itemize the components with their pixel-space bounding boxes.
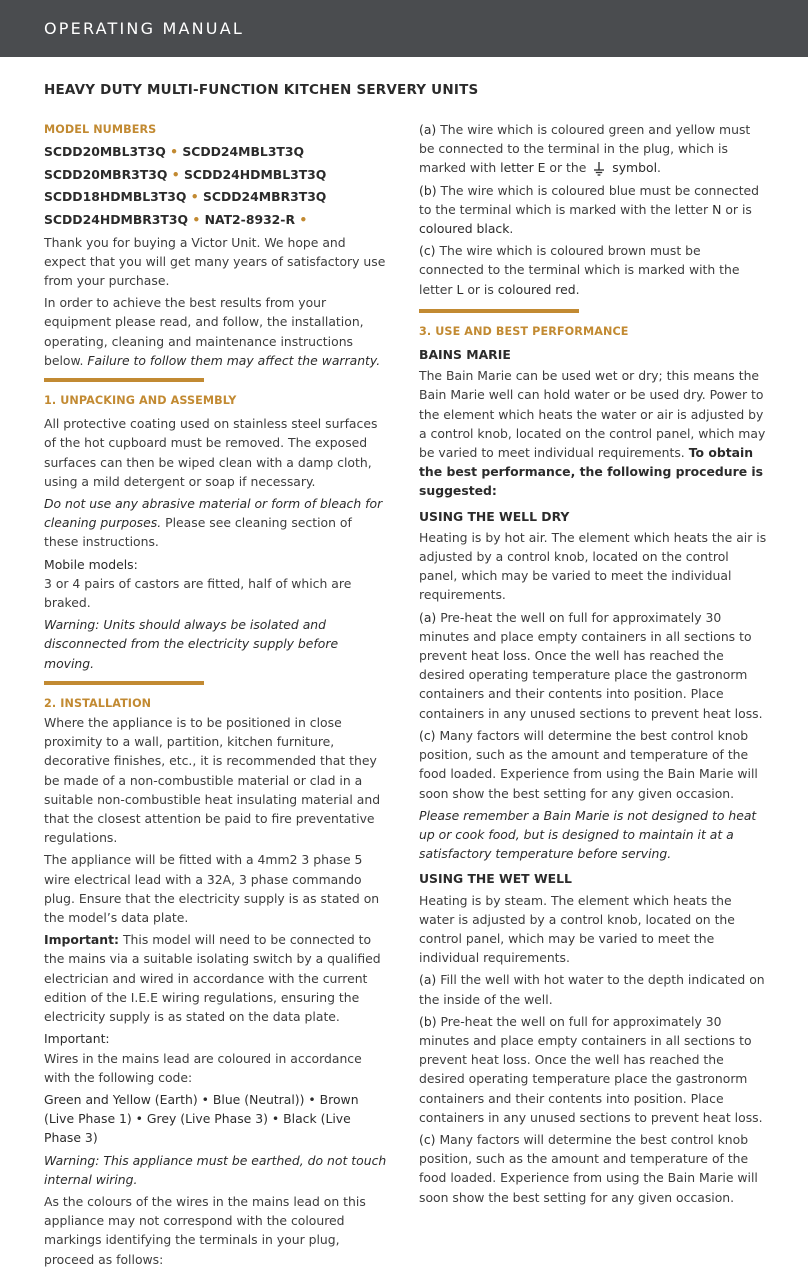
dry-step-c xyxy=(419,726,767,803)
neutral-colour: coloured black xyxy=(419,221,510,237)
dry-paragraph: Heating is by hot air. The element which heats the air is adjusted by a control knob, located on the control panel, which may be varied to meet the individual requirements. xyxy=(419,529,767,603)
cleaning-reference: Please see cleaning section of these instructions. xyxy=(44,515,352,550)
model-number: SCDD24MBL3T3Q xyxy=(182,144,305,160)
model-number: SCDD18HDMBL3T3Q xyxy=(44,189,187,205)
bain-marie-note: Please remember a Bain Marie is not designed to heat up or cook food, but is designed to maintain it at a satisfactory temperature before serving. xyxy=(419,807,757,862)
bains-paragraph xyxy=(419,366,767,500)
wiring-item-b: (b) The wire which is coloured blue must be connected to the terminal which is marked with the letter N or is coloured black. xyxy=(419,182,760,237)
section-rule xyxy=(419,309,579,313)
item-label: (a) xyxy=(419,609,437,625)
step-text: Pre-heat the well on full for approximately 30 minutes and place empty containers in all sections to prevent heat loss. Once the well has reached the desired operating temperature place the gastronorm containers and their contents into position. Place containers in any unused sections to prevent heat loss. xyxy=(419,1013,763,1125)
model-row xyxy=(44,186,389,209)
warranty-note: Failure to follow them may affect the warranty. xyxy=(87,352,381,368)
abrasive-warning: Do not use any abrasive material or form of bleach for cleaning purposes. xyxy=(44,496,383,531)
document-title: HEAVY DUTY MULTI-FUNCTION KITCHEN SERVERY UNITS xyxy=(44,82,479,98)
wiring-text: or is xyxy=(467,281,494,297)
installation-paragraph: Wires in the mains lead are coloured in accordance with the following code: xyxy=(44,1050,362,1085)
wiring-item-c: (c) The wire which is coloured brown must be connected to the terminal which is marked with the letter L or is coloured red. xyxy=(419,243,740,297)
model-number: SCDD20MBR3T3Q xyxy=(44,166,168,182)
installation-paragraph xyxy=(44,930,389,1026)
model-number: SCDD24HDMBR3T3Q xyxy=(44,211,189,227)
symbol-word: symbol xyxy=(612,160,658,176)
model-number: SCDD20MBL3T3Q xyxy=(44,144,166,160)
wiring-text: or is xyxy=(725,201,752,217)
header-title: OPERATING MANUAL xyxy=(44,19,244,38)
use-heading: 3. USE AND BEST PERFORMANCE xyxy=(419,324,629,338)
installation-paragraph: Where the appliance is to be positioned in close proximity to a wall, partition, kitchen furniture, decorative finishes, etc., it is recommended that they be made of a non-combustible material or clad in a suitable non-combustible heat insulating material and that the closest attention be paid to fire preventative regulations. xyxy=(44,715,381,846)
step-text: Fill the well with hot water to the depth indicated on the inside of the well. xyxy=(419,972,765,1007)
separator-dot: • xyxy=(192,211,201,227)
installation-paragraph: As the colours of the wires in the mains lead on this appliance may not correspond with the coloured markings identifying the terminals in your plug, proceed as follows: xyxy=(44,1193,366,1267)
important-label: Important: xyxy=(44,932,119,948)
wiring-text: The wire which is coloured green and yellow must be connected to the terminal in the plug, which is marked with xyxy=(419,122,751,176)
wiring-text: or the xyxy=(549,160,587,176)
item-label: (c) xyxy=(419,727,436,743)
earth-letter: letter E xyxy=(500,160,546,176)
moving-warning: Warning: Units should always be isolated and disconnected from the electricity supply before moving. xyxy=(44,617,339,671)
intro-paragraph: Thank you for buying a Victor Unit. We hope and expect that you will get many years of satisfactory use from your purchase. xyxy=(44,234,386,288)
wiring-text: The wire which is coloured brown must be connected to the terminal which is marked with the letter xyxy=(419,243,740,297)
model-number: SCDD24MBR3T3Q xyxy=(202,189,327,205)
mobile-models-label: Mobile models: xyxy=(44,556,138,572)
mobile-models-text: 3 or 4 pairs of castors are fitted, half of which are braked. xyxy=(44,575,352,611)
dry-well-heading: USING THE WELL DRY xyxy=(419,508,570,524)
separator-dot: • xyxy=(190,189,199,205)
earthing-warning: Warning: This appliance must be earthed, do not touch internal wiring. xyxy=(44,1152,387,1187)
wiring-text: The wire which is coloured blue must be connected to the terminal which is marked with the letter xyxy=(419,182,760,217)
left-column xyxy=(44,120,389,1272)
section-rule xyxy=(44,681,204,685)
step-text: Pre-heat the well on full for approximately 30 minutes and place empty containers in all sections to prevent heat loss. Once the well has reached the desired operating temperature place the gastronorm containers and their contents into position. Place containers in any unused sections to prevent heat loss. xyxy=(419,609,763,721)
bains-marie-heading: BAINS MARIE xyxy=(419,347,511,363)
important-label: Important: xyxy=(44,1031,110,1047)
bains-text: The Bain Marie can be used wet or dry; this means the Bain Marie well can hold water or be used dry. Power to the element which heats the water or air is adjusted by a control knob, located on the control panel, which may be varied to meet individual requirements. xyxy=(419,368,766,461)
important-text: This model will need to be connected to the mains via a suitable isolating switch by a qualified electrician and wired in accordance with the current edition of the I.E.E wiring regulations, ensuring the electricity supply is as stated on the data plate. xyxy=(44,932,381,1025)
installation-paragraph: The appliance will be fitted with a 4mm2 3 phase 5 wire electrical lead with a 32A, 3 phase commando plug. Ensure that the electricity supply is as stated on the model’s data plate. xyxy=(44,852,380,926)
installation-heading: 2. INSTALLATION xyxy=(44,696,152,710)
wet-step-a xyxy=(419,970,767,1008)
separator-dot: • xyxy=(299,211,308,227)
model-number: NAT2-8932-R xyxy=(204,211,295,227)
header-bar xyxy=(0,0,808,57)
section-rule xyxy=(44,378,204,382)
model-row xyxy=(44,164,389,187)
intro-paragraph xyxy=(44,293,389,370)
item-label: (b) xyxy=(419,182,437,198)
neutral-letter: N xyxy=(712,201,722,217)
step-text: Many factors will determine the best control knob position, such as the amount and temperature of the food loaded. Experience from using the Bain Marie will soon show the best setting for any given occasion. xyxy=(419,727,758,801)
earth-symbol-icon xyxy=(593,161,605,177)
item-label: (c) xyxy=(419,1131,436,1147)
unpacking-paragraph: All protective coating used on stainless steel surfaces of the hot cupboard must be removed. The exposed surfaces can then be wiped clean with a damp cloth, using a mild detergent or soap if necessary. xyxy=(44,416,378,489)
item-label: (b) xyxy=(419,1013,437,1029)
unpacking-heading: 1. UNPACKING AND ASSEMBLY xyxy=(44,394,237,407)
separator-dot: • xyxy=(171,166,180,182)
wire-color-codes: Green and Yellow (Earth) • Blue (Neutral)) • Brown (Live Phase 1) • Grey (Live Phase 3) • Black (Live Phase 3) xyxy=(44,1091,359,1146)
wet-step-c xyxy=(419,1130,767,1207)
model-number: SCDD24HDMBL3T3Q xyxy=(183,166,327,182)
wet-well-heading: USING THE WET WELL xyxy=(419,871,572,887)
item-label: (a) xyxy=(419,122,437,137)
separator-dot: • xyxy=(170,144,178,160)
best-performance-note: To obtain the best performance, the following procedure is suggested: xyxy=(419,445,764,499)
wet-paragraph: Heating is by steam. The element which heats the water is adjusted by a control knob, located on the control panel, which may be varied to meet the individual requirements. xyxy=(419,892,735,966)
step-text: Many factors will determine the best control knob position, such as the amount and temperature of the food loaded. Experience from using the Bain Marie will soon show the best setting for any given occasion. xyxy=(419,1131,758,1205)
model-row xyxy=(44,209,389,232)
live-colour: coloured red xyxy=(497,281,576,297)
dry-step-a xyxy=(419,608,767,723)
item-label: (a) xyxy=(419,972,437,988)
intro-text: In order to achieve the best results from your equipment please read, and follow, the installation, operating, cleaning and maintenance instructions below. xyxy=(44,295,364,368)
wet-step-b xyxy=(419,1012,767,1127)
unpacking-paragraph xyxy=(44,494,389,552)
live-letter: L xyxy=(456,281,464,297)
model-numbers-heading: MODEL NUMBERS xyxy=(44,123,157,136)
model-row xyxy=(44,141,389,164)
item-label: (c) xyxy=(419,243,436,259)
wiring-item-a: (a) The wire which is coloured green and yellow must be connected to the terminal in the plug, which is marked with letter E or the symbol. xyxy=(419,122,751,176)
right-column xyxy=(419,120,767,1210)
